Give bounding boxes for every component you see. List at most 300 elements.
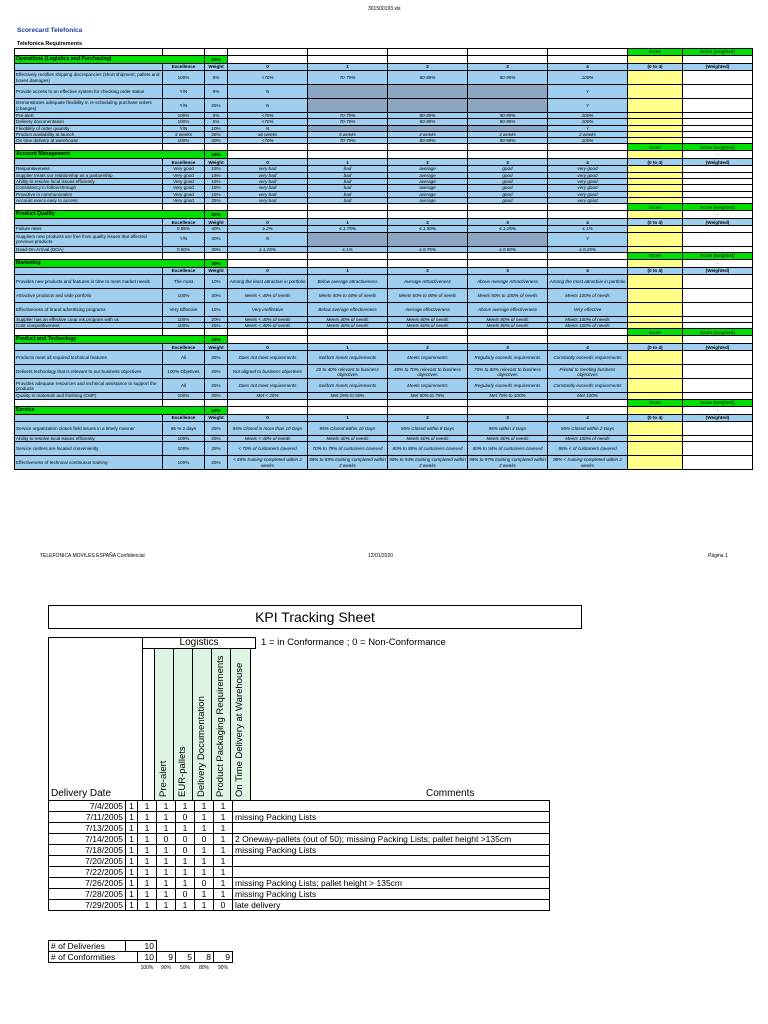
conformance-value: 1 [126,856,138,867]
level-2-criteria: Meets requirements [388,351,468,365]
score-cell [628,259,683,267]
section-name: Operations (Logistics and Purchasing) [15,56,205,64]
section-name: Product Quality [15,211,205,219]
weighted-cell [683,85,753,99]
blank-cell [468,336,548,344]
requirement-name: Consistency in follow-through [15,185,163,191]
level-4-criteria: Constantly exceeds requirements [548,379,628,393]
conformance-value: 1 [195,900,214,911]
requirement-row [15,85,753,99]
score-cell [628,351,683,365]
kpi-column-0: Pre-alert [158,760,169,797]
requirement-row [15,379,753,393]
excellence-value: 100% [163,456,205,470]
weighted-header: (Weighted) [683,159,753,166]
excellence-value: 100% Objetives [163,365,205,379]
section-name: Product and Technology [15,336,205,344]
weight-header: Weight [205,267,228,274]
conformance-value: 1 [157,856,176,867]
level-3-criteria: 95% to 97% training completed within 2 weeks [469,457,546,468]
level-3-criteria: good [468,185,548,191]
level-header: 3 [468,344,548,351]
blank-cell [205,144,228,151]
level-2-criteria: ≤ 1.50% [388,226,468,232]
delivery-date: 7/18/2005 [49,845,126,856]
blank-cell [388,211,468,219]
weight-value: 25% [205,379,228,393]
level-3-criteria: Meets 80% to 100% of needs [468,288,548,302]
level-3-criteria: Above Average Attractiveness [468,274,548,288]
blank-cell [388,399,468,406]
weighted-cell [683,456,753,470]
blank-cell [548,259,628,267]
blank-cell [468,399,548,406]
excellence-value: Very Effective [163,302,205,316]
weighted-cell [683,288,753,302]
level-0-criteria: very bad [228,191,308,197]
comment: missing Packing Lists [233,845,550,856]
level-1-criteria [308,99,388,113]
level-3-criteria: Regularly exceeds requirements [468,351,548,365]
weighted-cell [683,365,753,379]
requirement-name: Effectiveness of technical continuous training [15,456,163,470]
conformance-value: 1 [214,812,233,823]
conformity-percentage: 100% [140,965,154,971]
section-weight: 15% [205,336,228,344]
kpi-column-1: EUR-pallets [177,746,188,797]
kpi-column-headers [142,648,262,800]
requirement-name: Provides new products and features in time to meet market needs [15,274,163,288]
level-1-criteria: Seldom meets requirements [308,351,388,365]
level-4-criteria: Pivotal to meeting business objectives [548,365,628,379]
blank-header [15,219,163,226]
level-4-criteria: Meets 100% of needs [548,435,628,441]
conformity-count: 8 [195,952,214,963]
blank-cell [15,204,163,211]
level-2-criteria: 80-89% [388,113,468,119]
excellence-value: Y/N [163,99,205,113]
requirement-row [15,302,753,316]
blank-cell [548,336,628,344]
scorecard-table [14,48,753,470]
blank-cell [308,329,388,336]
blank-cell [468,211,548,219]
delivery-date-header: Delivery Date [51,788,112,799]
excellence-value: 100% [163,288,205,302]
requirement-name: Attractive products and wide portfolio [15,288,163,302]
kpi-header [48,637,580,800]
conformance-value: 1 [138,900,157,911]
level-4-criteria: very good [548,172,628,178]
conformance-value: 1 [157,889,176,900]
blank-cell [228,151,308,159]
delivery-date: 7/26/2005 [49,878,126,889]
requirement-row [15,99,753,113]
conformance-value: 1 [138,878,157,889]
level-4-criteria: ≤ 0.25% [548,246,628,252]
requirement-name: Service organization closes field issues in a timely manner [15,421,163,435]
level-4-criteria: very good [548,166,628,172]
level-0-criteria: ≥6 weeks [228,131,308,137]
conformance-value: 1 [138,823,157,834]
level-header: 3 [468,159,548,166]
weighted-cell [683,71,753,85]
level-0-criteria: very bad [228,172,308,178]
excellence-value: 100% [163,119,205,125]
conformity-count: 9 [214,952,233,963]
requirement-name: Account execs easy to access [15,197,163,203]
conformance-value: 1 [138,867,157,878]
blank-cell [468,144,548,151]
weight-value: 5% [205,113,228,119]
requirement-name: Delivery documentation [15,119,163,125]
score-weighted-label: Score (weighted) [683,252,753,259]
level-1-criteria: Meets 40% of needs [308,435,388,441]
blank-cell [548,329,628,336]
level-2-criteria: average [388,191,468,197]
level-3-criteria: 70% to 80% relevant to business objectives [468,365,548,379]
comments-header: Comments [426,788,475,799]
logistics-group-header: Logistics [142,637,256,649]
comment: 2 Oneway-pallets (out of 50); missing Packing Lists; pallet height >135cm [233,834,550,845]
weight-value: 10% [205,125,228,131]
level-1-criteria: 70% to 79% of customers covered [308,442,388,456]
conformance-value: 0 [195,878,214,889]
level-4-criteria: ≤ 1% [548,226,628,232]
kpi-row [49,889,550,900]
level-4-criteria: very good [548,185,628,191]
conformance-value: 1 [138,845,157,856]
blank-cell [308,399,388,406]
level-header: 3 [468,414,548,421]
level-header: 3 [468,64,548,71]
level-0-criteria: ≥ 2% [228,226,308,232]
delivery-date: 7/20/2005 [49,856,126,867]
weighted-cell [683,442,753,456]
blank-cell [163,252,205,259]
score-weighted-cell: - [683,151,753,159]
conformance-value: 1 [214,845,233,856]
level-2-criteria: 4 weeks [388,131,468,137]
kpi-header-column [192,648,213,800]
weight-value: 30% [205,288,228,302]
conformance-value: 0 [157,834,176,845]
kpi-header-column [173,648,194,800]
score-cell [628,421,683,435]
conformance-value: 1 [195,856,214,867]
blank-cell [308,204,388,211]
excellence-value: 100% [163,316,205,322]
requirement-row [15,421,753,435]
blank-cell [548,144,628,151]
blank-cell [468,329,548,336]
kpi-legend: 1 = in Conformance ; 0 = Non-Conformance [261,637,446,648]
level-2-criteria: average [388,179,468,185]
delivery-date: 7/13/2005 [49,823,126,834]
score-cell [628,379,683,393]
level-4-criteria: Y [548,99,628,113]
level-1-criteria: bad [308,197,388,203]
blank-cell [15,144,163,151]
blank-cell [468,252,548,259]
score-header-row [15,329,753,336]
conformance-value: 0 [176,834,195,845]
conformance-value: 1 [214,856,233,867]
conformity-percentage: 90% [217,965,228,971]
blank-cell [49,963,138,974]
score-weighted-cell: - [683,406,753,414]
level-2-criteria: Meets 60% of needs [388,316,468,322]
level-0-criteria: N [228,125,308,131]
weighted-header: (Weighted) [683,344,753,351]
level-1-criteria [308,232,388,246]
section-name: Marketing [15,259,205,267]
kpi-rows-table [48,800,550,911]
delivery-date: 7/28/2005 [49,889,126,900]
conformance-value: 1 [176,900,195,911]
comment [233,823,550,834]
kpi-column-4: On Time Delivery at Warehouse [234,662,245,797]
conformance-value: 1 [195,812,214,823]
column-header-row [15,64,753,71]
weight-value: 40% [205,226,228,232]
blank-cell [468,259,548,267]
blank-cell [468,204,548,211]
blank-cell [548,49,628,56]
conformity-percentage: 50% [179,965,190,971]
delivery-date: 7/29/2005 [49,900,126,911]
conformance-value: 1 [126,801,138,812]
blank-cell [308,259,388,267]
level-0-criteria: ≥ 1.25% [228,246,308,252]
blank-header [15,64,163,71]
delivery-date-header-cell [48,637,142,800]
conformance-value: 0 [176,845,195,856]
level-1-criteria: Meets 40% to 60% of needs [308,288,388,302]
requirement-name: Products meet all required technical features [15,351,163,365]
score-weighted-cell: - [683,336,753,344]
excellence-value: The most [163,274,205,288]
level-0-criteria: <70% [228,71,308,85]
requirement-name: Provides adequate resources and technical assistance to support the products [15,379,163,393]
conformance-value: 1 [157,867,176,878]
weight-value: 15% [205,179,228,185]
conformance-value: 1 [176,856,195,867]
level-1-criteria: Meets 40% of needs [308,323,388,329]
excellence-value: 100% [163,442,205,456]
requirement-name: Ability to resolve local issues efficiently [15,179,163,185]
conformance-value: 1 [214,834,233,845]
blank-cell [228,144,308,151]
level-4-criteria: 95% Closed within 2 Days [548,421,628,435]
level-2-criteria [388,85,468,99]
blank-cell [228,211,308,219]
level-header: 1 [308,159,388,166]
blank-cell [548,151,628,159]
level-2-criteria: Meets 60% to 80% of needs [388,288,468,302]
level-4-criteria: Meets 100% of needs [548,316,628,322]
column-header-row [15,414,753,421]
blank-cell [15,329,163,336]
excellence-header: Excellence [163,219,205,226]
comment [233,856,550,867]
level-header: 4 [548,344,628,351]
conformance-value: 1 [138,801,157,812]
weighted-header: (Weighted) [683,267,753,274]
score-header-row [15,204,753,211]
column-header-row [15,267,753,274]
blank-cell [388,259,468,267]
requirement-name: Dead-On-Arrival (DOA) [15,246,163,252]
percentages-row [49,963,233,974]
blank-cell [15,49,163,56]
excellence-value: 100% [163,323,205,329]
level-3-criteria: good [468,172,548,178]
excellence-value: Very good [163,191,205,197]
blank-cell [388,406,468,414]
level-1-criteria: 70-79% [308,119,388,125]
kpi-row [49,900,550,911]
section-name: Service [15,406,205,414]
weight-value: 25% [205,365,228,379]
weighted-cell [683,302,753,316]
level-2-criteria: 80-89% [388,71,468,85]
score-cell [628,442,683,456]
level-3-criteria: good [468,179,548,185]
range-header: (0 to 4) [628,64,683,71]
level-0-criteria: Meets < 40% of needs [228,323,308,329]
range-header: (0 to 4) [628,344,683,351]
conformance-value: 1 [195,845,214,856]
conformance-value: 1 [195,801,214,812]
requirement-row [15,232,753,246]
level-2-criteria: 80-89% [388,138,468,144]
requirement-name: Supplier treats our relationship as a partnership [15,172,163,178]
requirement-row [15,365,753,379]
score-cell [628,99,683,113]
level-3-criteria: good [468,166,548,172]
excellence-value: All [163,379,205,393]
level-4-criteria: 100% [548,138,628,144]
level-3-criteria: 3 weeks [468,131,548,137]
score-header-row [15,144,753,151]
level-4-criteria: Among the most attractive in portfolio [548,274,628,288]
level-2-criteria: Meets 60% of needs [388,435,468,441]
weight-value: 10% [205,274,228,288]
weight-value: 25% [205,131,228,137]
score-header-row [15,399,753,406]
score-cell [628,71,683,85]
score-label: Score [628,144,683,151]
level-0-criteria: < 70% of customers covered [228,442,308,456]
weight-value: 15% [205,191,228,197]
conformity-count: 9 [157,952,176,963]
level-2-criteria: Met 50% to 75% [388,393,468,399]
conformance-value: 1 [126,845,138,856]
excellence-value: Very good [163,197,205,203]
blank-cell [228,329,308,336]
blank-cell [228,56,308,64]
level-1-criteria: bad [308,191,388,197]
score-weighted-cell: - [683,259,753,267]
weighted-cell [683,351,753,365]
kpi-title: KPI Tracking Sheet [48,605,582,629]
score-cell [628,365,683,379]
score-cell [628,406,683,414]
weight-value: 30% [205,232,228,246]
kpi-header-column [154,648,175,800]
excellence-value: 100% [163,435,205,441]
conformance-value: 1 [138,834,157,845]
conformance-value: 1 [126,812,138,823]
level-1-criteria: Meets 40% of needs [308,316,388,322]
requirement-name: Proactive in communication [15,191,163,197]
level-0-criteria: < 85% training completed within 2 weeks [228,456,308,470]
level-2-criteria: Average effectiveness [388,302,468,316]
range-header: (0 to 4) [628,219,683,226]
column-header-row [15,344,753,351]
blank-header [15,414,163,421]
level-4-criteria: 100% [548,119,628,125]
blank-cell [388,204,468,211]
level-3-criteria: good [468,197,548,203]
requirement-name: Product availability at launch [15,131,163,137]
blank-cell [228,336,308,344]
excellence-value: Very good [163,166,205,172]
kpi-header-column [211,648,232,800]
requirement-name: Responsiveness [15,166,163,172]
blank-cell [15,252,163,259]
level-1-criteria: 70-79% [308,138,388,144]
level-0-criteria: 95% Closed in more than 10 Days [228,421,308,435]
level-0-criteria: Among the least attractive in portfolio [228,274,308,288]
requirement-row [15,288,753,302]
level-3-criteria: 90-99% [468,71,548,85]
scorecard-title: Scorecard Telefonica [17,27,83,34]
requirement-row [15,456,753,470]
kpi-column-3: Product Packaging Requirements [215,655,226,797]
level-4-criteria: Meets 100% of needs [548,288,628,302]
level-1-criteria: 95% Closed within 10 Days [308,421,388,435]
requirement-name: Delivers technology that is relevant to our business objectives [15,365,163,379]
level-header: 0 [228,159,308,166]
level-header: 2 [388,64,468,71]
requirement-name: Failure rates [15,226,163,232]
excellence-value: Y/N [163,85,205,99]
kpi-row [49,867,550,878]
blank-cell [205,399,228,406]
conformance-value: 1 [214,889,233,900]
requirement-name: Ability to resolve local issues efficiently [15,435,163,441]
conformance-value: 1 [126,878,138,889]
level-4-criteria: Constantly exceeds requirements [548,351,628,365]
level-0-criteria: very bad [228,197,308,203]
conformity-count: 10 [138,952,157,963]
level-4-criteria: very good [548,191,628,197]
excellence-value: 2 weeks [163,131,205,137]
score-weighted-label: Score (weighted) [683,204,753,211]
level-3-criteria: 90-99% [468,138,548,144]
level-1-criteria: ≤ 1% [308,246,388,252]
level-3-criteria [468,232,548,246]
section-name: Account Management [15,151,205,159]
level-1-criteria: bad [308,172,388,178]
level-2-criteria: Meets requirements [388,379,468,393]
level-4-criteria: 100% [548,71,628,85]
score-weighted-label: Score (weighted) [683,329,753,336]
score-cell [628,302,683,316]
level-1-criteria: 5 weeks [308,131,388,137]
